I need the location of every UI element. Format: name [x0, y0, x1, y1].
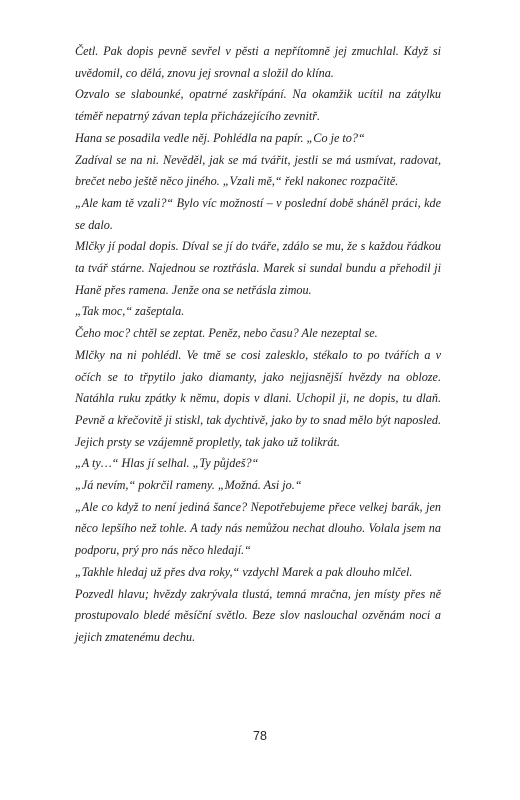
- page-number: 78: [253, 729, 267, 743]
- paragraph-8: Čeho moc? chtěl se zeptat. Peněz, nebo času? Ale nezeptal se.: [75, 326, 378, 341]
- paragraph-1: Četl. Pak dopis pevně sevřel v pěsti a nepřítomně jej zmuchlal. Když si uvědomil, co dělá, znovu jej srovnal a složil do klína.: [75, 44, 441, 80]
- paragraph-11: „Já nevím,“ pokrčil rameny. „Možná. Asi jo.“: [75, 478, 302, 493]
- paragraph-9: Mlčky na ni pohlédl. Ve tmě se cosi zalesklo, stékalo to po tvářích a v očích se to třpytilo jako diamanty, jako nejjasnější hvězdy na obloze. Natáhla ruku zpátky k němu, dopis v dlani. Uchopil ji, ne dopis, tu dlaň. Pevně a křečovitě ji stiskl, tak dychtivě, jako by to snad mělo být naposled. Jejich prsty se vzájemně propletly, tak jako už tolikrát.: [75, 347, 441, 449]
- body-text: [75, 41, 441, 649]
- paragraph-5: „Ale kam tě vzali?“ Bylo víc možností – v poslední době sháněl práci, kde se dalo.: [75, 195, 441, 232]
- paragraph-3: Hana se posadila vedle něj. Pohlédla na papír. „Co je to?“: [75, 130, 365, 145]
- paragraph-10: „A ty…“ Hlas jí selhal. „Ty půjdeš?“: [75, 456, 259, 471]
- paragraph-7: „Tak moc,“ zašeptala.: [75, 304, 185, 319]
- paragraph-6: Mlčky jí podal dopis. Díval se jí do tváře, zdálo se mu, že s každou řádkou ta tvář stárne. Najednou se roztřásla. Marek si sundal bundu a přehodil ji Haně přes ramena. Jenže ona se netřásla zimou.: [75, 239, 441, 297]
- paragraph-13: „Takhle hledaj už přes dva roky,“ vzdychl Marek a pak dlouho mlčel.: [75, 564, 413, 579]
- paragraph-14: Pozvedl hlavu; hvězdy zakrývala tlustá, temná mračna, jen místy přes ně prostupovalo bledé měsíční světlo. Beze slov naslouchal ozvěnám noci a jejich zmatenému dechu.: [75, 586, 441, 644]
- paragraph-12: „Ale co když to není jediná šance? Nepotřebujeme přece velkej barák, jen něco lepšího než tohle. A tady nás nemůžou nechat dlouho. Volala jsem na podporu, prý pro nás něco hledají.“: [75, 499, 441, 558]
- paragraph-4: Zadíval se na ni. Nevěděl, jak se má tvářit, jestli se má usmívat, radovat, brečet nebo ještě něco jiného. „Vzali mě,“ řekl nakonec rozpačitě.: [75, 152, 441, 189]
- paragraph-2: Ozvalo se slabounké, opatrné zaskřípání. Na okamžik ucítil na zátylku téměř nepatrný závan tepla přicházejícího zevnitř.: [75, 87, 441, 124]
